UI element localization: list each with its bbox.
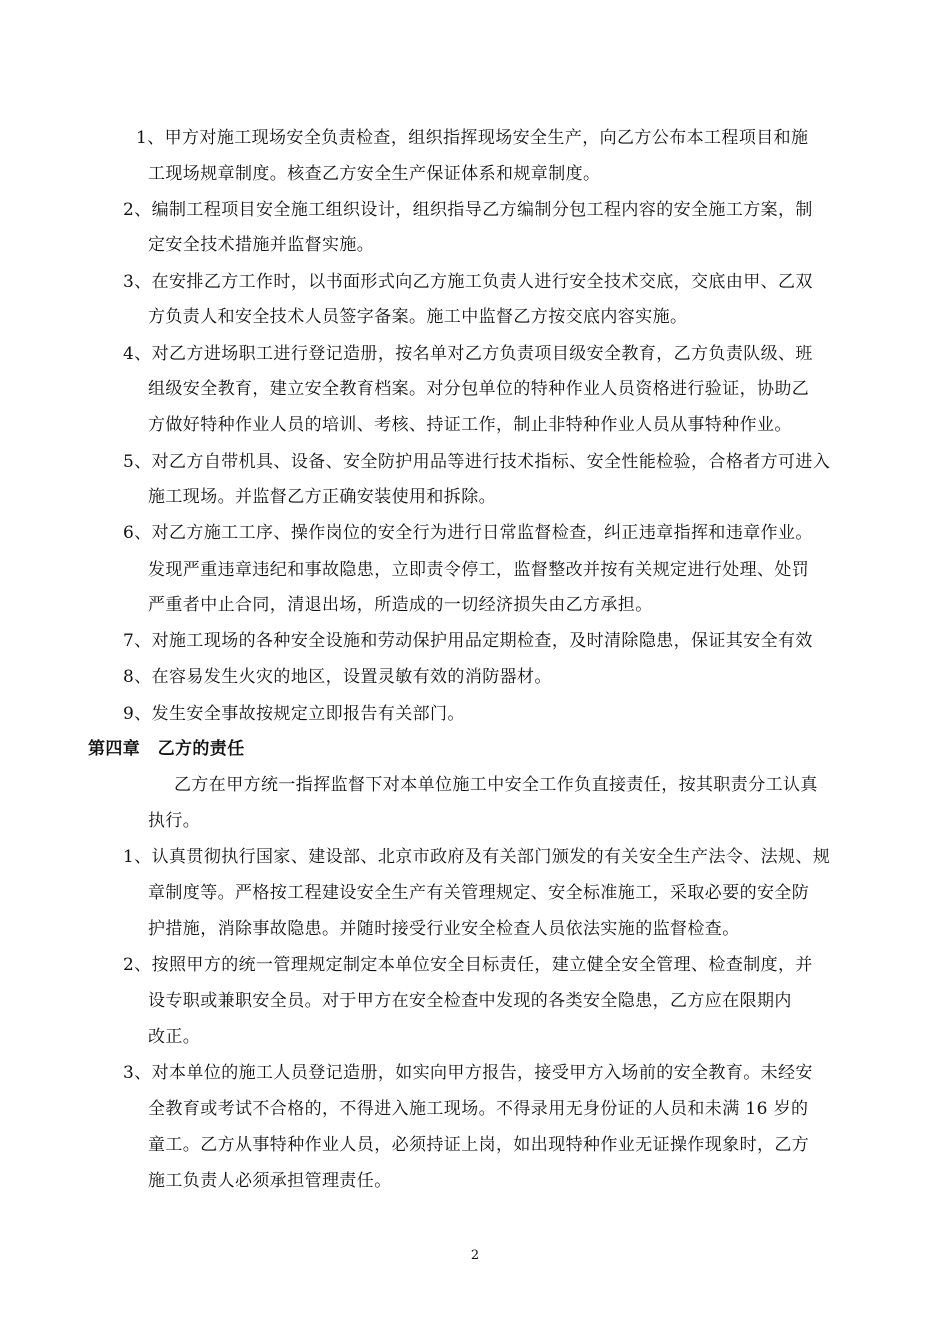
page-number: 2 [470, 1248, 480, 1263]
clause-b3-line1: 3、对本单位的施工人员登记造册，如实向甲方报告，接受甲方入场前的安全教育。未经安 [123, 1063, 813, 1083]
clause-b1-line2: 章制度等。严格按工程建设安全生产有关管理规定、安全标准施工，采取必要的安全防 [148, 883, 810, 903]
clause-a1-line2: 工现场规章制度。核查乙方安全生产保证体系和规章制度。 [148, 164, 601, 184]
clause-a3-line1: 3、在安排乙方工作时，以书面形式向乙方施工负责人进行安全技术交底，交底由甲、乙双 [123, 272, 813, 292]
clause-b3-line2: 全教育或考试不合格的，不得进入施工现场。不得录用无身份证的人员和未满 16 岁的 [148, 1099, 809, 1119]
clause-a4-line1: 4、对乙方进场职工进行登记造册，按名单对乙方负责项目级安全教育，乙方负责队级、班 [123, 344, 813, 364]
clause-a6-line2: 发现严重违章违纪和事故隐患，立即责令停工，监督整改并按有关规定进行处理、处罚 [148, 560, 810, 580]
chapter-intro-line2: 执行。 [148, 811, 201, 831]
clause-a8-line1: 8、在容易发生火灾的地区，设置灵敏有效的消防器材。 [123, 667, 552, 687]
clause-b2-line2: 设专职或兼职安全员。对于甲方在安全检查中发现的各类安全隐患，乙方应在限期内 [148, 991, 792, 1011]
clause-a5-line1: 5、对乙方自带机具、设备、安全防护用品等进行技术指标、安全性能检验，合格者方可进入 [123, 452, 831, 472]
clause-a2-line1: 2、编制工程项目安全施工组织设计，组织指导乙方编制分包工程内容的安全施工方案，制 [123, 200, 813, 220]
clause-b2-line3: 改正。 [148, 1027, 201, 1047]
clause-a6-line1: 6、对乙方施工工序、操作岗位的安全行为进行日常监督检查，纠正违章指挥和违章作业。 [123, 523, 813, 543]
clause-a6-line3: 严重者中止合同，清退出场，所造成的一切经济损失由乙方承担。 [148, 595, 653, 615]
clause-a3-line2: 方负责人和安全技术人员签字备案。施工中监督乙方按交底内容实施。 [148, 307, 688, 327]
clause-a4-line3: 方做好特种作业人员的培训、考核、持证工作，制止非特种作业人员从事特种作业。 [148, 415, 792, 435]
clause-b1-line3: 护措施，消除事故隐患。并随时接受行业安全检查人员依法实施的监督检查。 [148, 919, 740, 939]
clause-a2-line2: 定安全技术措施并监督实施。 [148, 235, 375, 255]
chapter-intro-line1: 乙方在甲方统一指挥监督下对本单位施工中安全工作负直接责任，按其职责分工认真 [174, 775, 818, 795]
clause-b1-line1: 1、认真贯彻执行国家、建设部、北京市政府及有关部门颁发的有关安全生产法令、法规、规 [123, 847, 831, 867]
clause-b3-line3: 童工。乙方从事特种作业人员，必须持证上岗，如出现特种作业无证操作现象时，乙方 [148, 1135, 810, 1155]
clause-b3-line4: 施工负责人必须承担管理责任。 [148, 1171, 392, 1191]
clause-a9-line1: 9、发生安全事故按规定立即报告有关部门。 [123, 704, 465, 724]
clause-a1-line1: 1、甲方对施工现场安全负责检查，组织指挥现场安全生产，向乙方公布本工程项目和施 [136, 128, 809, 148]
chapter-heading: 第四章 乙方的责任 [88, 739, 245, 759]
clause-a7-line1: 7、对施工现场的各种安全设施和劳动保护用品定期检查，及时清除隐患，保证其安全有效 [123, 631, 813, 651]
clause-a5-line2: 施工现场。并监督乙方正确安装使用和拆除。 [148, 487, 496, 507]
clause-b2-line1: 2、按照甲方的统一管理规定制定本单位安全目标责任，建立健全安全管理、检查制度，并 [123, 955, 813, 975]
clause-a4-line2: 组级安全教育，建立安全教育档案。对分包单位的特种作业人员资格进行验证，协助乙 [148, 379, 810, 399]
